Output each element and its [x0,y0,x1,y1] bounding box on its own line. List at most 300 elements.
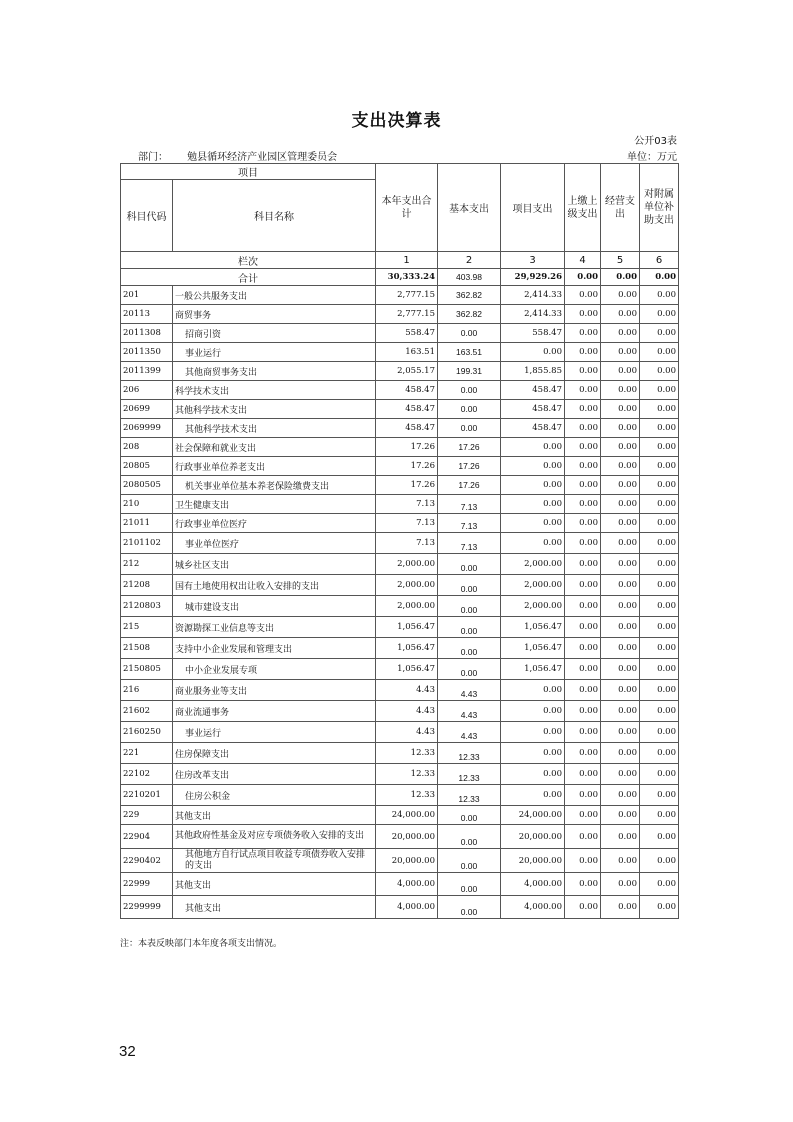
row-total: 558.47 [376,324,438,343]
table-row [121,286,679,305]
col-no-4: 4 [565,252,601,269]
row-upper: 0.00 [565,400,601,419]
row-basic: 0.00 [438,825,501,849]
row-project: 0.00 [501,343,565,362]
row-name: 科学技术支出 [173,381,376,400]
table-row [121,849,679,873]
row-upper: 0.00 [565,419,601,438]
row-code: 22102 [121,764,173,785]
row-subsidy: 0.00 [640,495,679,514]
department-name: 勉县循环经济产业园区管理委员会 [187,152,338,163]
row-code: 22904 [121,825,173,849]
row-total: 7.13 [376,514,438,533]
row-subsidy: 0.00 [640,659,679,680]
row-subsidy: 0.00 [640,400,679,419]
row-total: 2,000.00 [376,575,438,596]
row-upper: 0.00 [565,533,601,554]
row-subsidy: 0.00 [640,764,679,785]
row-total: 12.33 [376,785,438,806]
row-code: 2011308 [121,324,173,343]
row-subsidy: 0.00 [640,305,679,324]
row-subsidy: 0.00 [640,438,679,457]
row-subsidy: 0.00 [640,873,679,896]
row-code: 208 [121,438,173,457]
table-row [121,575,679,596]
row-business: 0.00 [601,596,640,617]
row-basic: 0.00 [438,638,501,659]
row-name: 城市建设支出 [173,596,376,617]
row-name: 商贸事务 [173,305,376,324]
row-project: 4,000.00 [501,896,565,919]
header-business: 经营支出 [601,164,640,252]
row-project: 0.00 [501,764,565,785]
header-row-no: 栏次 [121,252,376,269]
table-row [121,554,679,575]
row-name: 住房改革支出 [173,764,376,785]
row-subsidy: 0.00 [640,286,679,305]
row-code: 2150805 [121,659,173,680]
table-row [121,896,679,919]
row-basic: 0.00 [438,873,501,896]
row-name: 事业运行 [173,343,376,362]
row-name: 其他地方自行试点项目收益专项债券收入安排的支出 [173,849,376,873]
row-subsidy: 0.00 [640,575,679,596]
form-code: 公开03表 [634,136,677,147]
row-basic: 12.33 [438,785,501,806]
row-code: 2011399 [121,362,173,381]
row-name: 一般公共服务支出 [173,286,376,305]
row-project: 0.00 [501,680,565,701]
row-name: 其他政府性基金及对应专项债务收入安排的支出 [173,825,376,849]
row-code: 2069999 [121,419,173,438]
row-business: 0.00 [601,495,640,514]
row-total: 7.13 [376,533,438,554]
row-upper: 0.00 [565,896,601,919]
row-business: 0.00 [601,476,640,495]
row-project: 20,000.00 [501,849,565,873]
header-subsidy: 对附属单位补助支出 [640,164,679,252]
row-upper: 0.00 [565,659,601,680]
row-basic: 0.00 [438,381,501,400]
row-subsidy: 0.00 [640,849,679,873]
row-project: 20,000.00 [501,825,565,849]
row-project: 458.47 [501,381,565,400]
department-line [138,148,337,163]
row-total: 2,000.00 [376,554,438,575]
row-name: 商业服务业等支出 [173,680,376,701]
total-row [121,269,679,286]
row-business: 0.00 [601,680,640,701]
row-total: 4,000.00 [376,873,438,896]
row-upper: 0.00 [565,495,601,514]
row-upper: 0.00 [565,286,601,305]
row-project: 0.00 [501,743,565,764]
row-code: 210 [121,495,173,514]
row-subsidy: 0.00 [640,419,679,438]
row-business: 0.00 [601,286,640,305]
row-name: 其他支出 [173,896,376,919]
row-business: 0.00 [601,806,640,825]
row-code: 201 [121,286,173,305]
table-row [121,806,679,825]
expenditure-table [120,163,679,919]
row-code: 2210201 [121,785,173,806]
row-basic: 362.82 [438,286,501,305]
row-subsidy: 0.00 [640,514,679,533]
total-label: 合计 [121,269,376,286]
row-name: 社会保障和就业支出 [173,438,376,457]
page-title: 支出决算表 [351,111,442,131]
row-upper: 0.00 [565,438,601,457]
row-code: 21602 [121,701,173,722]
row-upper: 0.00 [565,617,601,638]
table-row [121,324,679,343]
table-row [121,743,679,764]
row-total: 20,000.00 [376,825,438,849]
table-row [121,438,679,457]
row-name: 行政事业单位养老支出 [173,457,376,476]
row-name: 支持中小企业发展和管理支出 [173,638,376,659]
row-code: 216 [121,680,173,701]
row-upper: 0.00 [565,849,601,873]
row-upper: 0.00 [565,680,601,701]
row-business: 0.00 [601,896,640,919]
row-name: 其他科学技术支出 [173,400,376,419]
row-subsidy: 0.00 [640,362,679,381]
row-project: 2,000.00 [501,554,565,575]
table-row [121,362,679,381]
header-upper: 上缴上级支出 [565,164,601,252]
row-subsidy: 0.00 [640,617,679,638]
row-total: 1,056.47 [376,638,438,659]
row-project: 558.47 [501,324,565,343]
row-subsidy: 0.00 [640,596,679,617]
row-project: 1,056.47 [501,659,565,680]
row-business: 0.00 [601,381,640,400]
row-code: 2011350 [121,343,173,362]
row-basic: 17.26 [438,476,501,495]
row-code: 21208 [121,575,173,596]
row-basic: 163.51 [438,343,501,362]
table-row [121,533,679,554]
row-total: 458.47 [376,400,438,419]
row-basic: 12.33 [438,764,501,785]
row-name: 商业流通事务 [173,701,376,722]
row-upper: 0.00 [565,324,601,343]
row-business: 0.00 [601,743,640,764]
row-code: 206 [121,381,173,400]
row-code: 2299999 [121,896,173,919]
row-project: 0.00 [501,476,565,495]
row-subsidy: 0.00 [640,638,679,659]
row-upper: 0.00 [565,514,601,533]
row-project: 0.00 [501,514,565,533]
table-row [121,419,679,438]
row-code: 20699 [121,400,173,419]
row-subsidy: 0.00 [640,476,679,495]
header-item: 项目 [121,164,376,180]
row-business: 0.00 [601,785,640,806]
row-total: 17.26 [376,457,438,476]
row-code: 215 [121,617,173,638]
col-no-1: 1 [376,252,438,269]
row-subsidy: 0.00 [640,825,679,849]
row-business: 0.00 [601,764,640,785]
row-name: 事业运行 [173,722,376,743]
total-basic: 403.98 [438,269,501,286]
row-subsidy: 0.00 [640,896,679,919]
row-basic: 7.13 [438,514,501,533]
table-row [121,457,679,476]
row-subsidy: 0.00 [640,554,679,575]
row-upper: 0.00 [565,305,601,324]
row-upper: 0.00 [565,596,601,617]
row-basic: 0.00 [438,575,501,596]
row-basic: 0.00 [438,324,501,343]
row-name: 资源勘探工业信息等支出 [173,617,376,638]
table-row [121,722,679,743]
row-total: 1,056.47 [376,617,438,638]
row-business: 0.00 [601,701,640,722]
table-row [121,701,679,722]
total-subsidy: 0.00 [640,269,679,286]
row-basic: 17.26 [438,438,501,457]
row-total: 2,777.15 [376,305,438,324]
row-upper: 0.00 [565,722,601,743]
row-name: 招商引资 [173,324,376,343]
row-upper: 0.00 [565,785,601,806]
row-upper: 0.00 [565,638,601,659]
row-code: 21011 [121,514,173,533]
row-total: 2,777.15 [376,286,438,305]
table-row [121,680,679,701]
row-upper: 0.00 [565,362,601,381]
row-code: 20113 [121,305,173,324]
row-project: 0.00 [501,457,565,476]
row-business: 0.00 [601,533,640,554]
row-project: 0.00 [501,495,565,514]
row-project: 0.00 [501,785,565,806]
total-project: 29,929.26 [501,269,565,286]
row-basic: 4.43 [438,722,501,743]
table-row [121,638,679,659]
row-code: 229 [121,806,173,825]
row-project: 458.47 [501,419,565,438]
row-name: 其他商贸事务支出 [173,362,376,381]
row-business: 0.00 [601,514,640,533]
row-upper: 0.00 [565,825,601,849]
row-upper: 0.00 [565,554,601,575]
row-basic: 0.00 [438,400,501,419]
row-upper: 0.00 [565,476,601,495]
row-name: 行政事业单位医疗 [173,514,376,533]
total-upper: 0.00 [565,269,601,286]
row-basic: 0.00 [438,617,501,638]
row-business: 0.00 [601,873,640,896]
row-total: 17.26 [376,438,438,457]
row-project: 0.00 [501,533,565,554]
row-total: 12.33 [376,764,438,785]
row-basic: 0.00 [438,596,501,617]
row-name: 住房公积金 [173,785,376,806]
unit-label: 单位：万元 [627,152,677,163]
row-name: 中小企业发展专项 [173,659,376,680]
table-row [121,873,679,896]
row-business: 0.00 [601,438,640,457]
row-basic: 0.00 [438,554,501,575]
row-name: 机关事业单位基本养老保险缴费支出 [173,476,376,495]
row-subsidy: 0.00 [640,806,679,825]
col-no-2: 2 [438,252,501,269]
row-project: 2,000.00 [501,596,565,617]
row-subsidy: 0.00 [640,701,679,722]
row-project: 1,855.85 [501,362,565,381]
row-subsidy: 0.00 [640,722,679,743]
row-name: 其他科学技术支出 [173,419,376,438]
row-project: 1,056.47 [501,617,565,638]
row-total: 4.43 [376,680,438,701]
table-row [121,400,679,419]
table-row [121,617,679,638]
row-basic: 12.33 [438,743,501,764]
row-total: 4.43 [376,701,438,722]
row-basic: 0.00 [438,896,501,919]
total-total: 30,333.24 [376,269,438,286]
row-upper: 0.00 [565,343,601,362]
row-total: 2,055.17 [376,362,438,381]
row-name: 城乡社区支出 [173,554,376,575]
row-name: 其他支出 [173,806,376,825]
row-total: 17.26 [376,476,438,495]
table-row [121,476,679,495]
table-row [121,514,679,533]
table-row [121,381,679,400]
row-business: 0.00 [601,825,640,849]
page-number: 32 [119,1043,136,1060]
row-business: 0.00 [601,324,640,343]
header-name: 科目名称 [173,180,376,252]
row-business: 0.00 [601,343,640,362]
row-project: 24,000.00 [501,806,565,825]
row-total: 12.33 [376,743,438,764]
row-upper: 0.00 [565,701,601,722]
total-business: 0.00 [601,269,640,286]
row-upper: 0.00 [565,764,601,785]
row-business: 0.00 [601,617,640,638]
row-code: 22999 [121,873,173,896]
table-row [121,596,679,617]
row-code: 212 [121,554,173,575]
row-basic: 4.43 [438,701,501,722]
table-row [121,305,679,324]
header-basic: 基本支出 [438,164,501,252]
row-total: 20,000.00 [376,849,438,873]
col-no-6: 6 [640,252,679,269]
row-subsidy: 0.00 [640,343,679,362]
row-business: 0.00 [601,419,640,438]
row-total: 1,056.47 [376,659,438,680]
row-basic: 7.13 [438,533,501,554]
row-business: 0.00 [601,457,640,476]
row-code: 20805 [121,457,173,476]
row-total: 4.43 [376,722,438,743]
row-project: 0.00 [501,438,565,457]
table-note: 注：本表反映部门本年度各项支出情况。 [120,939,283,949]
row-business: 0.00 [601,554,640,575]
row-project: 2,414.33 [501,305,565,324]
row-total: 7.13 [376,495,438,514]
row-basic: 0.00 [438,806,501,825]
row-code: 2120803 [121,596,173,617]
row-name: 住房保障支出 [173,743,376,764]
row-basic: 0.00 [438,419,501,438]
row-project: 2,414.33 [501,286,565,305]
row-code: 221 [121,743,173,764]
table-row [121,659,679,680]
row-project: 4,000.00 [501,873,565,896]
row-business: 0.00 [601,400,640,419]
row-business: 0.00 [601,659,640,680]
row-upper: 0.00 [565,457,601,476]
row-code: 2160250 [121,722,173,743]
row-subsidy: 0.00 [640,680,679,701]
row-business: 0.00 [601,722,640,743]
row-project: 1,056.47 [501,638,565,659]
row-code: 2101102 [121,533,173,554]
table-row [121,785,679,806]
table-row [121,764,679,785]
row-subsidy: 0.00 [640,533,679,554]
row-code: 2290402 [121,849,173,873]
row-name: 卫生健康支出 [173,495,376,514]
row-upper: 0.00 [565,806,601,825]
row-upper: 0.00 [565,381,601,400]
row-business: 0.00 [601,849,640,873]
row-project: 0.00 [501,701,565,722]
header-code: 科目代码 [121,180,173,252]
row-subsidy: 0.00 [640,324,679,343]
row-basic: 0.00 [438,849,501,873]
row-basic: 17.26 [438,457,501,476]
row-business: 0.00 [601,362,640,381]
row-business: 0.00 [601,305,640,324]
row-subsidy: 0.00 [640,743,679,764]
row-business: 0.00 [601,575,640,596]
row-total: 163.51 [376,343,438,362]
row-basic: 362.82 [438,305,501,324]
row-project: 2,000.00 [501,575,565,596]
row-project: 0.00 [501,722,565,743]
department-label: 部门： [138,152,168,163]
row-total: 4,000.00 [376,896,438,919]
row-total: 2,000.00 [376,596,438,617]
row-total: 458.47 [376,419,438,438]
row-subsidy: 0.00 [640,785,679,806]
row-upper: 0.00 [565,743,601,764]
header-project: 项目支出 [501,164,565,252]
row-code: 21508 [121,638,173,659]
row-total: 24,000.00 [376,806,438,825]
row-total: 458.47 [376,381,438,400]
row-basic: 4.43 [438,680,501,701]
row-business: 0.00 [601,638,640,659]
col-no-3: 3 [501,252,565,269]
row-basic: 0.00 [438,659,501,680]
row-project: 458.47 [501,400,565,419]
row-name: 事业单位医疗 [173,533,376,554]
header-total: 本年支出合计 [376,164,438,252]
col-no-5: 5 [601,252,640,269]
